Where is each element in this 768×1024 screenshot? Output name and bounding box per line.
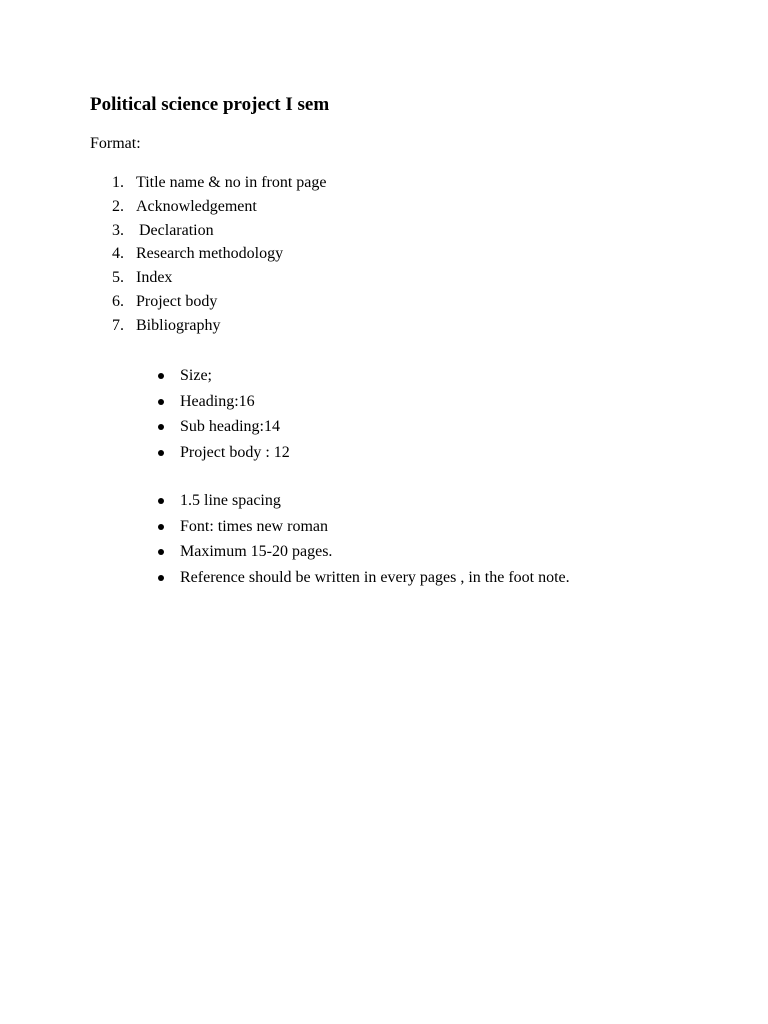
- bullet-text: Heading:16: [180, 392, 255, 410]
- bullet-icon: [158, 524, 164, 530]
- bullet-text: Size;: [180, 367, 212, 384]
- item-text: Research methodology: [136, 245, 284, 263]
- item-number: 3.: [112, 221, 124, 239]
- item-text: Declaration: [139, 221, 214, 239]
- item-number: 7.: [112, 316, 124, 334]
- bullet-text: Project body : 12: [180, 443, 290, 461]
- bullet-text: Maximum 15-20 pages.: [180, 543, 333, 560]
- bullet-icon: [158, 575, 164, 581]
- item-text: Acknowledgement: [136, 197, 257, 215]
- format-label: Format:: [90, 135, 141, 152]
- bullet-text: Font: times new roman: [180, 517, 328, 535]
- document-title: Political science project I sem: [90, 94, 330, 115]
- item-number: 4.: [112, 245, 124, 263]
- item-number: 2.: [112, 197, 124, 215]
- item-number: 1.: [112, 174, 124, 191]
- item-number: 5.: [112, 269, 124, 287]
- item-number: 6.: [112, 292, 124, 310]
- bullet-text: Sub heading:14: [180, 418, 280, 435]
- item-text: Project body: [136, 292, 218, 310]
- item-text: Title name & no in front page: [136, 174, 327, 191]
- bullet-icon: [158, 450, 164, 456]
- bullet-icon: [158, 373, 164, 379]
- item-text: Index: [136, 269, 173, 287]
- bullet-text: 1.5 line spacing: [180, 492, 281, 509]
- bullet-icon: [158, 399, 164, 405]
- item-text: Bibliography: [136, 316, 221, 334]
- bullet-icon: [158, 424, 164, 430]
- bullet-text: Reference should be written in every pages , in the foot note.: [180, 568, 570, 586]
- bullet-icon: [158, 549, 164, 555]
- bullet-icon: [158, 498, 164, 504]
